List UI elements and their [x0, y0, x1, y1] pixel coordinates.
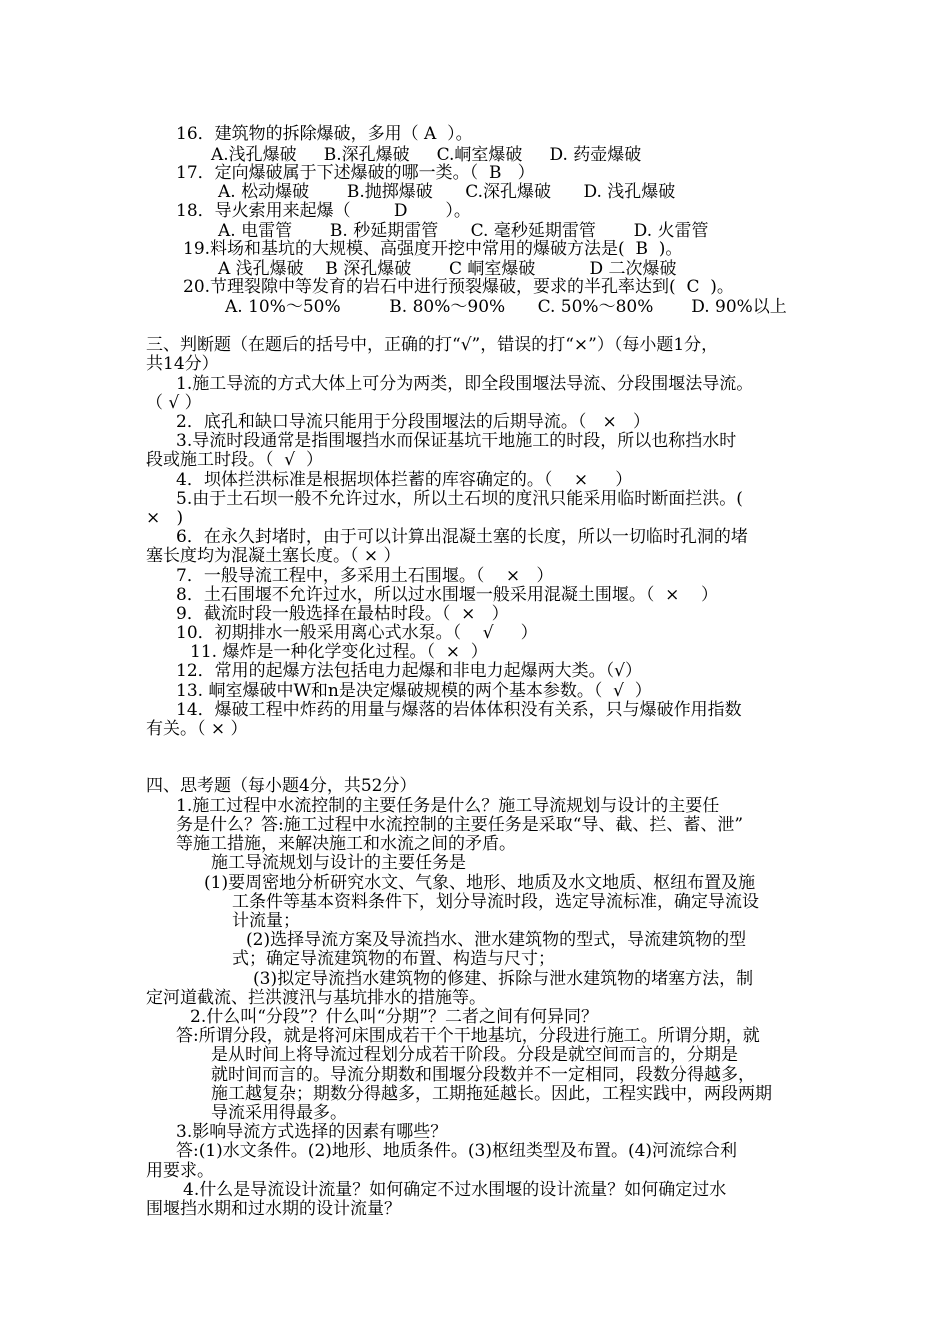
text-line: 2.什么叫“分段”？什么叫“分期”？二者之间有何异同？	[190, 1007, 598, 1027]
text-line: 17．定向爆破属于下述爆破的哪一类。（ B ）	[176, 163, 535, 183]
text-line: 式；确定导流建筑物的布置、构造与尺寸；	[232, 949, 555, 969]
text-line: （ √ ）	[146, 393, 202, 413]
text-line: 3.导流时段通常是指围堰挡水而保证基坑干地施工的时段，所以也称挡水时	[176, 431, 737, 451]
text-line: 施工导流规划与设计的主要任务是	[211, 853, 466, 873]
text-line: 答:所谓分段，就是将河床围成若干个干地基坑，分段进行施工。所谓分期，就	[176, 1026, 760, 1046]
text-line: 段或施工时段。（ √ ）	[146, 450, 323, 470]
text-line: 9．截流时段一般选择在最枯时段。（ × ）	[176, 604, 509, 624]
text-line: 5.由于土石坝一般不允许过水，所以土石坝的度汛只能采用临时断面拦洪。(	[176, 489, 743, 509]
text-line: 6．在永久封堵时，由于可以计算出混凝土塞的长度，所以一切临时孔洞的堵	[176, 527, 748, 547]
text-line: 围堰挡水期和过水期的设计流量？	[146, 1199, 401, 1219]
text-line: 10．初期排水一般采用离心式水泵。（ √ ）	[176, 623, 538, 643]
text-line: 工条件等基本资料条件下，划分导流时段，选定导流标准，确定导流设	[232, 892, 759, 912]
text-line: 1.施工导流的方式大体上可分为两类，即全段围堰法导流、分段围堰法导流。	[176, 374, 754, 394]
text-line: 14．爆破工程中炸药的用量与爆落的岩体体积没有关系，只与爆破作用指数	[176, 700, 742, 720]
text-line: 3.影响导流方式选择的因素有哪些？	[176, 1122, 448, 1142]
text-line: 施工越复杂；期数分得越多，工期拖延越长。因此，工程实践中，两段两期	[211, 1084, 772, 1104]
text-line: 20.节理裂隙中等发育的岩石中进行预裂爆破，要求的半孔率达到( C )。	[183, 277, 734, 297]
text-line: 1.施工过程中水流控制的主要任务是什么？施工导流规划与设计的主要任	[176, 796, 720, 816]
text-line: 4．坝体拦洪标准是根据坝体拦蓄的库容确定的。（ × ）	[176, 470, 633, 490]
text-line: 16．建筑物的拆除爆破，多用（ A ）。	[176, 124, 473, 144]
text-line: A. 松动爆破 B.抛掷爆破 C.深孔爆破 D. 浅孔爆破	[218, 182, 676, 202]
text-line: 8．土石围堰不允许过水，所以过水围堰一般采用混凝土围堰。（ × ）	[176, 585, 718, 605]
text-line: A.浅孔爆破 B.深孔爆破 C.峒室爆破 D. 药壶爆破	[211, 145, 642, 165]
text-line: 答:(1)水文条件。(2)地形、地质条件。(3)枢纽类型及布置。(4)河流综合利	[176, 1141, 738, 1161]
text-line: 13. 峒室爆破中W和n是决定爆破规模的两个基本参数。（ √ ）	[176, 681, 652, 701]
text-line: (3)拟定导流挡水建筑物的修建、拆除与泄水建筑物的堵塞方法，制	[253, 969, 754, 989]
section-heading: 四、思考题（每小题4分，共52分）	[146, 776, 417, 796]
text-line: × )	[146, 508, 184, 528]
text-line: 定河道截流、拦洪渡汛与基坑排水的措施等。	[146, 988, 486, 1008]
text-line: 18．导火索用来起爆（ D ）。	[176, 201, 471, 221]
text-line: 11. 爆炸是一种化学变化过程。（ × ）	[190, 642, 488, 662]
text-line: 12．常用的起爆方法包括电力起爆和非电力起爆两大类。（√）	[176, 661, 642, 681]
text-line: 就时间而言的。导流分期数和围堰分段数并不一定相同，段数分得越多，	[211, 1065, 755, 1085]
text-line: 7．一般导流工程中，多采用土石围堰。（ × ）	[176, 566, 554, 586]
text-line: A 浅孔爆破 B 深孔爆破 C 峒室爆破 D 二次爆破	[218, 259, 677, 279]
text-line: A. 10%～50% B. 80%～90% C. 50%～80% D. 90%以上	[225, 297, 787, 317]
text-line: 19.料场和基坑的大规模、高强度开挖中常用的爆破方法是( B )。	[183, 239, 683, 259]
text-line: 有关。（ × ）	[146, 719, 248, 739]
text-line: 务是什么？答:施工过程中水流控制的主要任务是采取“导、截、拦、蓄、泄”	[176, 815, 744, 835]
text-line: 塞长度均为混凝土塞长度。（ × ）	[146, 546, 401, 566]
text-line: 用要求。	[146, 1161, 214, 1181]
text-line: 共14分）	[146, 354, 219, 374]
text-line: 4.什么是导流设计流量？如何确定不过水围堰的设计流量？如何确定过水	[183, 1180, 727, 1200]
text-line: 2．底孔和缺口导流只能用于分段围堰法的后期导流。（ × ）	[176, 412, 650, 432]
text-line: 导流采用得最多。	[211, 1103, 347, 1123]
text-line: (2)选择导流方案及导流挡水、泄水建筑物的型式，导流建筑物的型	[246, 930, 747, 950]
text-line: 等施工措施，来解决施工和水流之间的矛盾。	[176, 834, 516, 854]
text-line: (1)要周密地分析研究水文、气象、地形、地质及水文地质、枢纽布置及施	[204, 873, 756, 893]
text-line: 是从时间上将导流过程划分成若干阶段。分段是就空间而言的，分期是	[211, 1045, 738, 1065]
text-line: 计流量；	[232, 911, 300, 931]
section-heading: 三、判断题（在题后的括号中，正确的打“√”，错误的打“×”）（每小题1分，	[146, 335, 719, 355]
text-line: A. 电雷管 B. 秒延期雷管 C. 毫秒延期雷管 D. 火雷管	[218, 221, 709, 241]
